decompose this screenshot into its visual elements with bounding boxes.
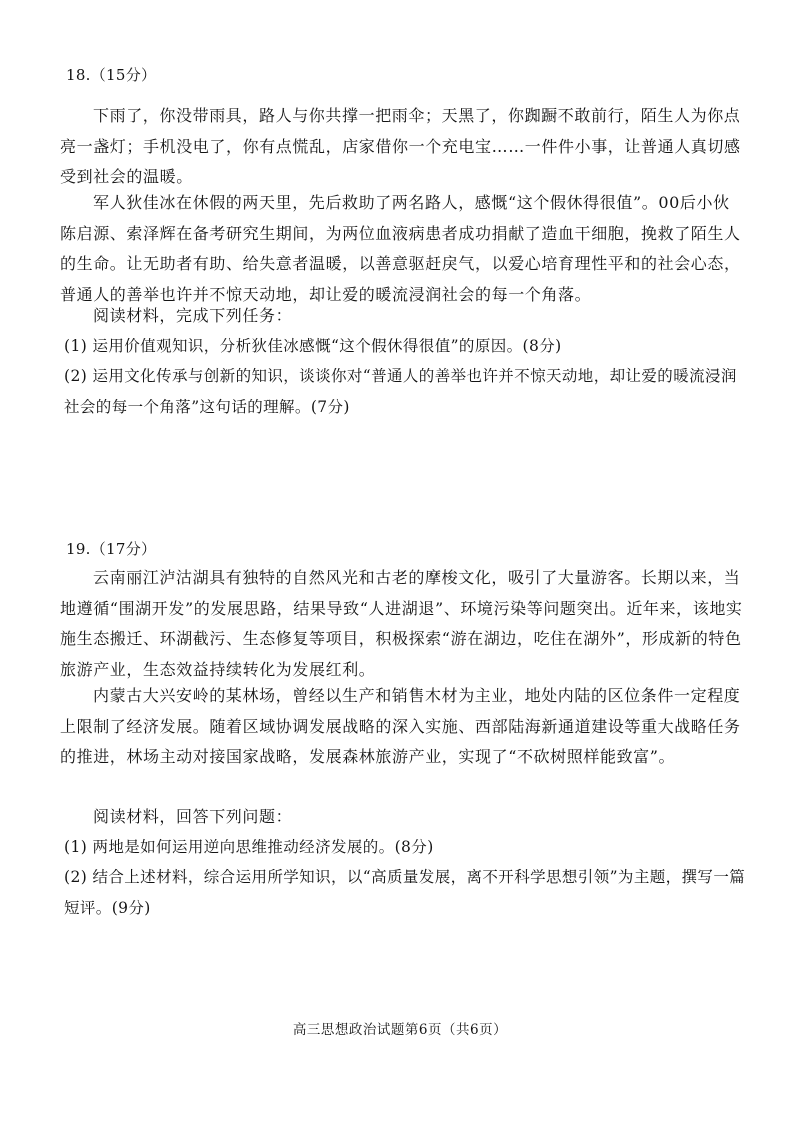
question-19-prompt: 阅读材料，回答下列问题：: [93, 807, 293, 826]
page-footer: 高三思想政治试题第6页（共6页）: [292, 1022, 508, 1038]
question-18-task-1: (1) 运用价值观知识，分析狄佳冰感慨“这个假休得很值”的原因。(8分): [64, 337, 562, 355]
question-19-number: 19.（17分）: [66, 540, 157, 558]
question-19-paragraph-2: 内蒙古大兴安岭的某林场，曾经以生产和销售木材为主业，地处内陆的区位条件一定程度上限制了经济发展。随着区域协调发展战略的深入实施、西部陆海新通道建设等重大战略任务的推进，林场主动对接国家战略，发展森林旅游产业，实现了“不砍树照样能致富”。: [60, 686, 741, 766]
question-19-paragraph-1: 云南丽江泸沽湖具有独特的自然风光和古老的摩梭文化，吸引了大量游客。长期以来，当地遵循“围湖开发”的发展思路，结果导致“人进湖退”、环境污染等问题突出。近年来，该地实施生态搬迁、环湖截污、生态修复等项目，积极探索“游在湖边，吃住在湖外”，形成新的特色旅游产业，生态效益持续转化为发展红利。: [60, 568, 743, 679]
question-18-paragraph-1: 下雨了，你没带雨具，路人与你共撑一把雨伞；天黑了，你踟蹰不敢前行，陌生人为你点亮一盏灯；手机没电了，你有点慌乱，店家借你一个充电宝……一件件小事，让普通人真切感受到社会的温暖。: [60, 106, 741, 186]
question-19-task-1: (1) 两地是如何运用逆向思维推动经济发展的。(8分): [64, 838, 434, 856]
question-18-prompt: 阅读材料，完成下列任务：: [93, 306, 293, 325]
question-18-number: 18.（15分）: [66, 66, 157, 84]
question-18-paragraph-2: 军人狄佳冰在休假的两天里，先后救助了两名路人，感慨“这个假休得很值”。00后小伙陈启源、索泽辉在备考研究生期间，为两位血液病患者成功捐献了造血干细胞，挽救了陌生人的生命。让无助者有助、给失意者温暖，以善意驱赶戾气，以爱心培育理性平和的社会心态，普通人的善举也许并不惊天动地，却让爱的暖流浸润社会的每一个角落。: [60, 193, 741, 304]
question-19-task-2: (2) 结合上述材料，综合运用所学知识，以“高质量发展，离不开科学思想引领”为主题，撰写一篇短评。(9分): [64, 868, 746, 917]
question-18-task-2: (2) 运用文化传承与创新的知识，谈谈你对“普通人的善举也许并不惊天动地，却让爱的暖流浸润社会的每一个角落”这句话的理解。(7分): [64, 367, 737, 416]
